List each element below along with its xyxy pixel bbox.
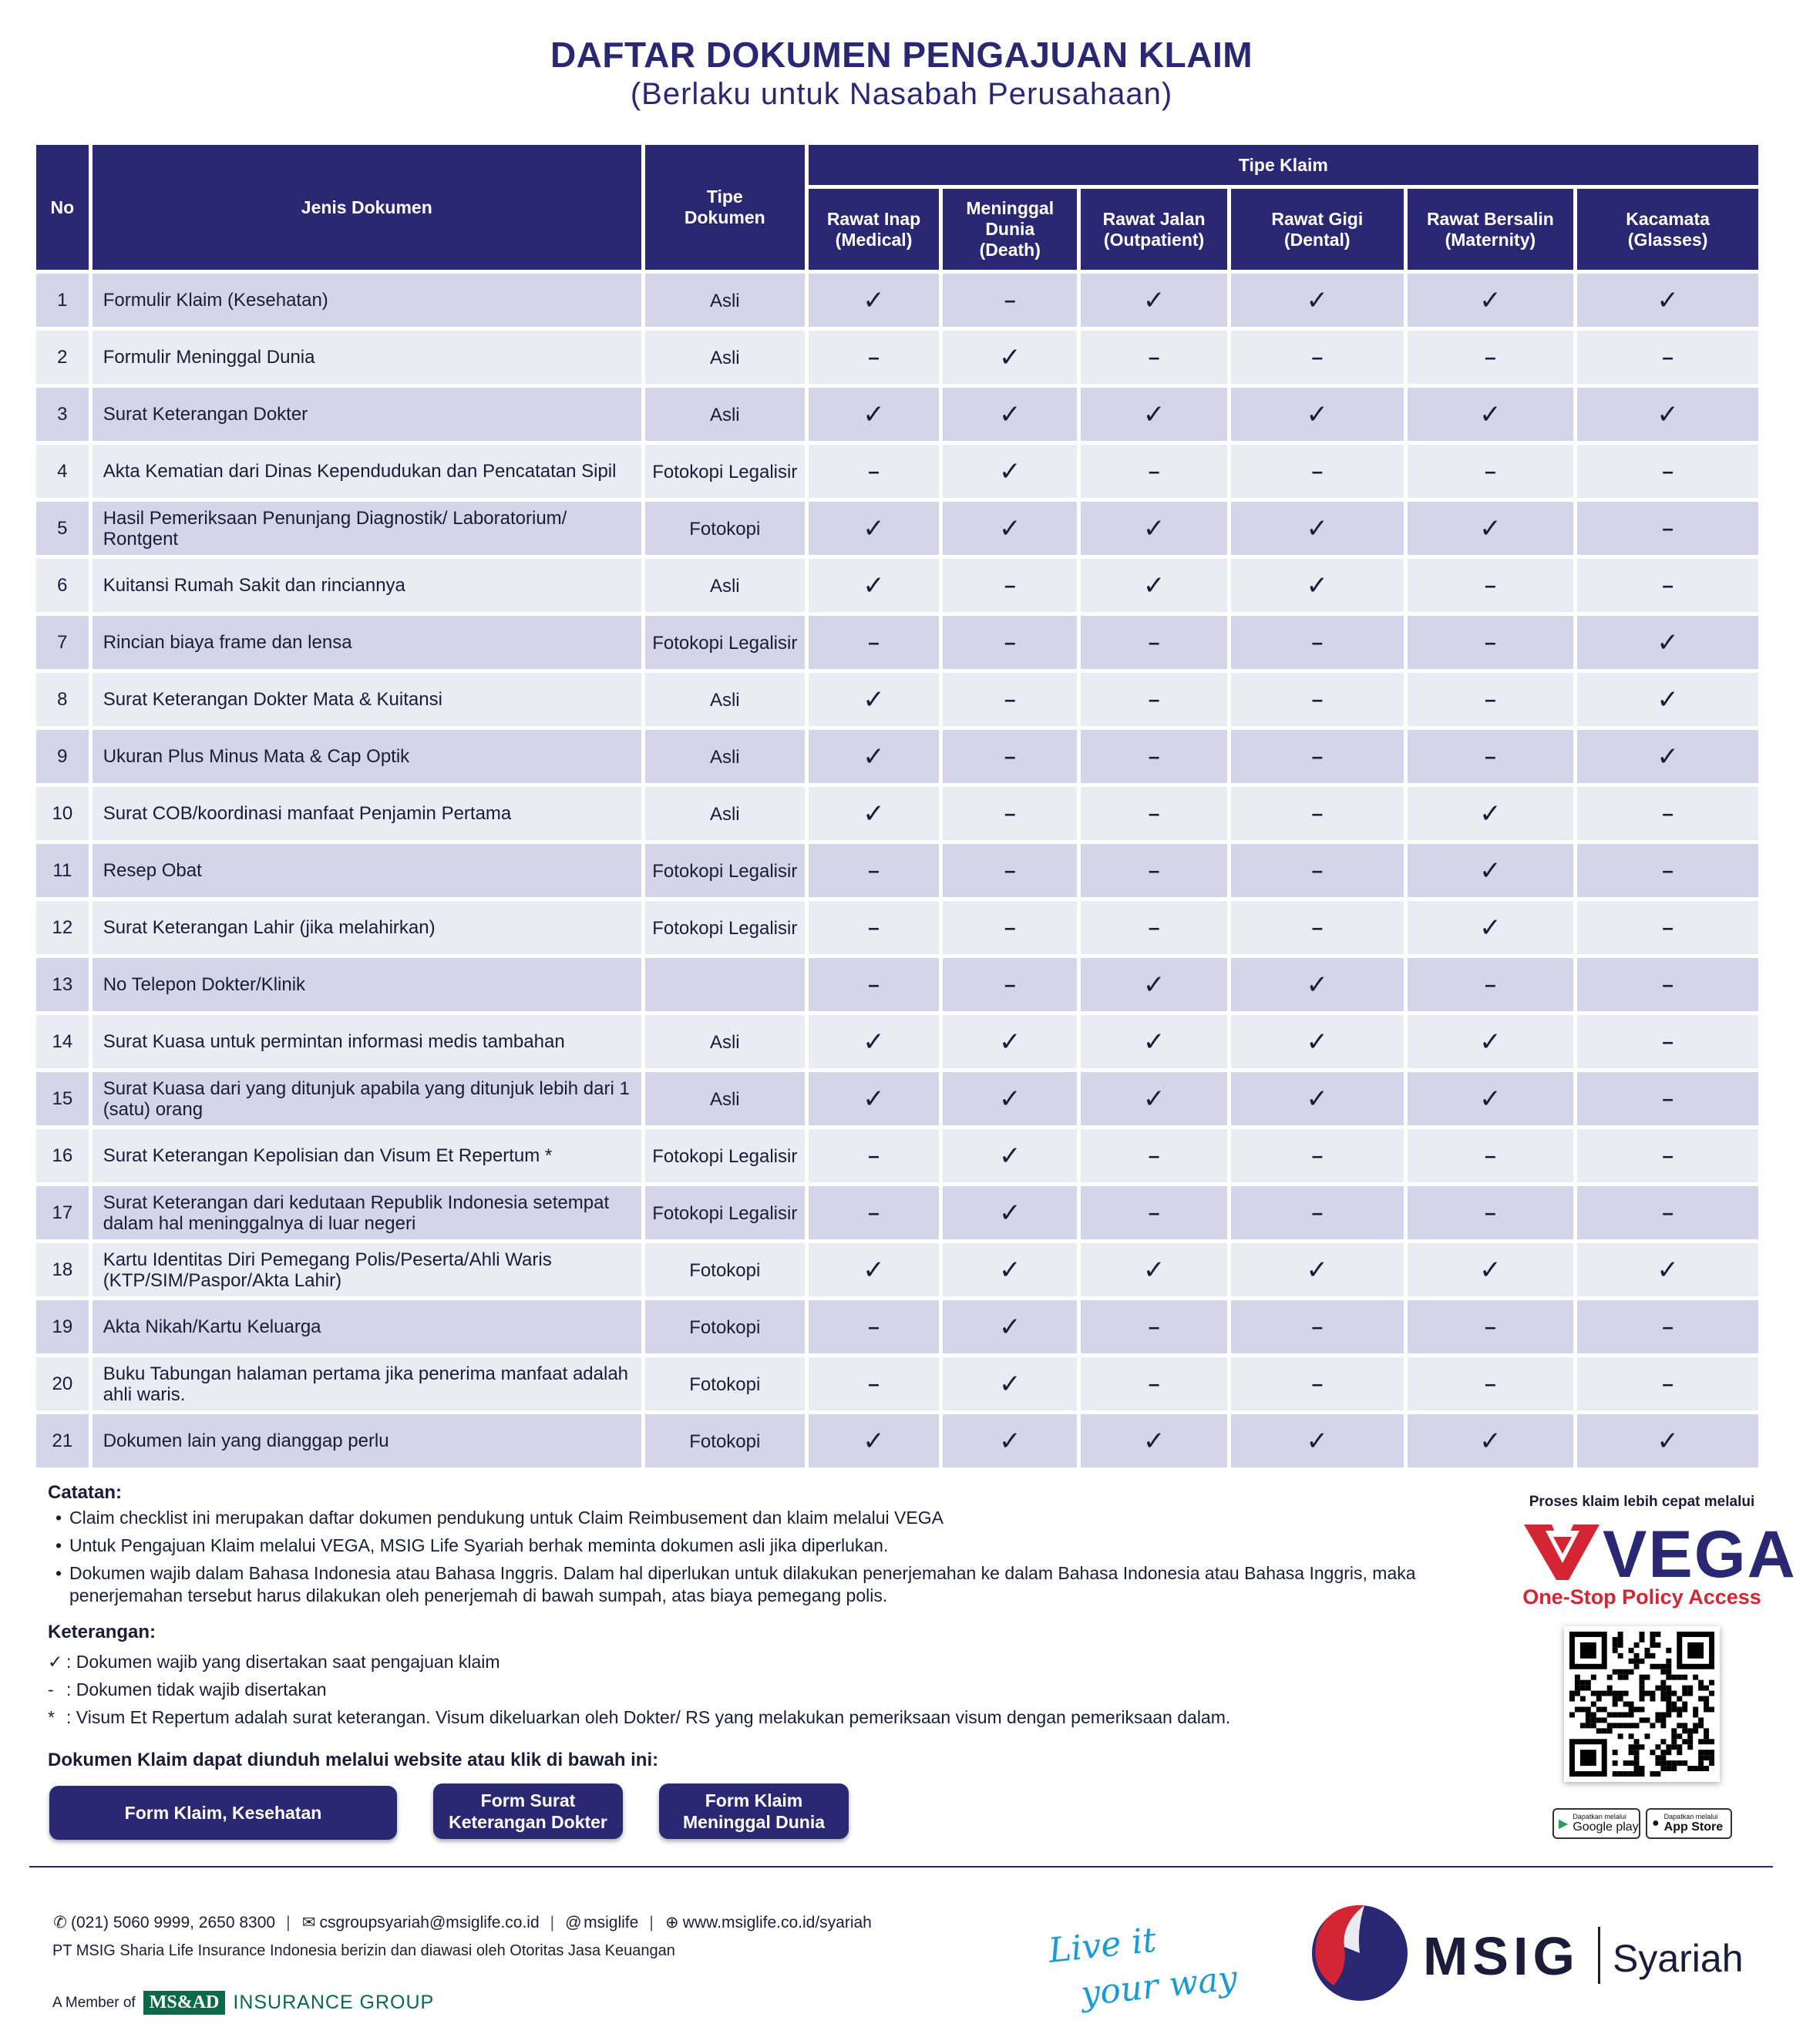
dash-icon: – (1577, 445, 1758, 498)
svg-text:Syariah: Syariah (1613, 1937, 1744, 1980)
header-rawat-gigi: Rawat Gigi (Dental) (1231, 189, 1404, 270)
document-type: Fotokopi (645, 1357, 805, 1410)
dash-icon: – (1577, 1186, 1758, 1239)
dash-icon: – (1231, 1300, 1404, 1353)
document-name: Surat Keterangan dari kedutaan Republik Indonesia setempat dalam hal meninggalnya di luar negeri (93, 1186, 641, 1239)
dash-icon: – (1081, 901, 1227, 954)
check-icon: ✓ (1081, 958, 1227, 1011)
dash-icon: – (943, 787, 1077, 840)
dash-icon: – (1408, 331, 1574, 384)
check-icon: ✓ (943, 1015, 1077, 1068)
dash-icon: – (1081, 445, 1227, 498)
vega-logo (1522, 1518, 1797, 1592)
dash-icon: – (1408, 1129, 1574, 1182)
dash-icon: – (1408, 673, 1574, 726)
check-icon: ✓ (1231, 1414, 1404, 1467)
dash-icon: – (1577, 1129, 1758, 1182)
note-item: • Untuk Pengajuan Klaim melalui VEGA, MSIG Life Syariah berhak meminta dokumen asli jika diperlukan. (48, 1535, 1497, 1557)
document-type: Fotokopi Legalisir (645, 1186, 805, 1239)
check-icon: ✓ (1231, 1015, 1404, 1068)
claims-table (32, 141, 1762, 1471)
dash-icon: – (1408, 445, 1574, 498)
header-rawat-inap: Rawat Inap (Medical) (809, 189, 940, 270)
separator: | (550, 1913, 555, 1931)
check-icon: ✓ (1231, 559, 1404, 612)
at-icon: @ (565, 1913, 582, 1931)
dash-icon: – (809, 1300, 940, 1353)
dash-icon: – (1408, 559, 1574, 612)
dash-icon: – (1408, 730, 1574, 783)
header-tipe-klaim: Tipe Klaim (809, 145, 1758, 185)
check-icon: ✓ (1408, 1414, 1574, 1467)
table-row (36, 1186, 1758, 1239)
check-icon: ✓ (1577, 730, 1758, 783)
check-icon: ✓ (943, 1357, 1077, 1410)
row-number: 11 (36, 844, 89, 897)
dash-icon: – (943, 673, 1077, 726)
document-type: Asli (645, 388, 805, 441)
header-tipe-dokumen: Tipe Dokumen (645, 145, 805, 270)
legend-section (48, 1619, 1230, 1731)
dash-icon: – (1408, 1300, 1574, 1353)
dash-icon: – (809, 1186, 940, 1239)
check-icon: ✓ (1081, 502, 1227, 555)
row-number: 9 (36, 730, 89, 783)
dash-icon: – (1231, 331, 1404, 384)
dash-icon: – (1231, 1129, 1404, 1182)
note-item: • Claim checklist ini merupakan daftar dokumen pendukung untuk Claim Reimbusement dan klaim melalui VEGA (48, 1507, 1497, 1529)
dash-icon: – (1577, 844, 1758, 897)
header-kacamata: Kacamata (Glasses) (1577, 189, 1758, 270)
qr-code[interactable] (1564, 1626, 1720, 1782)
dash-icon: – (1231, 673, 1404, 726)
asterisk-icon: * (48, 1707, 55, 1727)
check-icon: ✓ (1231, 388, 1404, 441)
dash-icon: – (1577, 331, 1758, 384)
msig-emblem-icon (1312, 1905, 1408, 2001)
row-number: 15 (36, 1072, 89, 1125)
document-type (645, 958, 805, 1011)
dash-icon: – (943, 616, 1077, 669)
dash-icon: – (1081, 1300, 1227, 1353)
dash-icon: – (1081, 1357, 1227, 1410)
separator: | (286, 1913, 291, 1931)
check-icon: ✓ (809, 673, 940, 726)
document-type: Fotokopi (645, 1300, 805, 1353)
check-icon: ✓ (1081, 1243, 1227, 1296)
email-link[interactable]: ✉ csgroupsyariah@msiglife.co.id (301, 1914, 540, 1931)
table-row (36, 1414, 1758, 1467)
table-row (36, 958, 1758, 1011)
document-type: Asli (645, 1015, 805, 1068)
legend-item: * : Visum Et Repertum adalah surat keterangan. Visum dikeluarkan oleh Dokter/ RS yang melakukan pemeriksaan visum dengan pemeriksaan dalam. (48, 1703, 1230, 1731)
table-row (36, 388, 1758, 441)
svg-text:MSIG: MSIG (1423, 1926, 1579, 1986)
document-type: Fotokopi (645, 1243, 805, 1296)
website-link[interactable]: ⊕ www.msiglife.co.id/syariah (664, 1914, 872, 1931)
table-row (36, 331, 1758, 384)
check-icon: ✓ (48, 1652, 63, 1672)
document-type: Fotokopi (645, 1414, 805, 1467)
msig-syariah-logo (1310, 1901, 1742, 2001)
legend-title: Keterangan: (48, 1622, 156, 1642)
dash-icon: – (1231, 616, 1404, 669)
dash-icon: – (943, 844, 1077, 897)
row-number: 2 (36, 331, 89, 384)
document-name: Dokumen lain yang dianggap perlu (93, 1414, 641, 1467)
dash-icon: – (809, 901, 940, 954)
app-store-badge[interactable]: ● Dapatkan melalui App Store (1646, 1808, 1732, 1839)
dash-icon: – (1081, 616, 1227, 669)
row-number: 13 (36, 958, 89, 1011)
table-row (36, 901, 1758, 954)
check-icon: ✓ (1408, 388, 1574, 441)
document-name: Surat COB/koordinasi manfaat Penjamin Pertama (93, 787, 641, 840)
check-icon: ✓ (809, 1072, 940, 1125)
check-icon: ✓ (1231, 502, 1404, 555)
row-number: 7 (36, 616, 89, 669)
table-row (36, 1129, 1758, 1182)
vega-logo-text: VEGA (1603, 1518, 1797, 1592)
notes-title: Catatan: (48, 1482, 123, 1503)
dash-icon: – (1577, 901, 1758, 954)
msad-group: INSURANCE GROUP (233, 1992, 435, 2013)
dash-icon: – (1577, 502, 1758, 555)
document-name: Formulir Klaim (Kesehatan) (93, 274, 641, 327)
table-row (36, 616, 1758, 669)
check-icon: ✓ (1408, 502, 1574, 555)
document-name: Surat Keterangan Dokter (93, 388, 641, 441)
row-number: 17 (36, 1186, 89, 1239)
note-item: • Dokumen wajib dalam Bahasa Indonesia atau Bahasa Inggris. Dalam hal diperlukan untuk dilakukan penerjemahan ke dalam Bahasa Indonesia atau Bahasa Inggris, maka penerjemahan tersebut harus dilakukan oleh penerjemah di bawah sumpah, atas biaya pemegang polis. (48, 1562, 1497, 1607)
check-icon: ✓ (809, 559, 940, 612)
document-name: Kuitansi Rumah Sakit dan rinciannya (93, 559, 641, 612)
document-name: No Telepon Dokter/Klinik (93, 958, 641, 1011)
check-icon: ✓ (943, 1414, 1077, 1467)
check-icon: ✓ (809, 1015, 940, 1068)
check-icon: ✓ (1408, 787, 1574, 840)
row-number: 1 (36, 274, 89, 327)
legend-item: - : Dokumen tidak wajib disertakan (48, 1676, 1230, 1703)
header-rawat-jalan: Rawat Jalan (Outpatient) (1081, 189, 1227, 270)
dash-icon: – (1577, 1300, 1758, 1353)
footer-divider (29, 1866, 1773, 1868)
document-type: Fotokopi Legalisir (645, 616, 805, 669)
row-number: 6 (36, 559, 89, 612)
document-type: Asli (645, 331, 805, 384)
check-icon: ✓ (943, 445, 1077, 498)
row-number: 20 (36, 1357, 89, 1410)
document-type: Fotokopi Legalisir (645, 1129, 805, 1182)
check-icon: ✓ (1081, 1072, 1227, 1125)
page-subtitle: (Berlaku untuk Nasabah Perusahaan) (630, 77, 1173, 111)
dash-icon: – (1081, 787, 1227, 840)
dash-icon: – (1081, 673, 1227, 726)
table-row (36, 559, 1758, 612)
dash-icon: – (1231, 445, 1404, 498)
dash-icon: – (1081, 1186, 1227, 1239)
dash-icon: – (809, 1129, 940, 1182)
dash-icon: – (809, 445, 940, 498)
vega-subtitle: Proses klaim lebih cepat melalui (1529, 1494, 1755, 1510)
document-type: Fotokopi (645, 502, 805, 555)
apple-icon: ● (1652, 1817, 1660, 1830)
dash-icon: – (1231, 1186, 1404, 1239)
header-no: No (36, 145, 89, 270)
row-number: 8 (36, 673, 89, 726)
dash-icon: – (943, 958, 1077, 1011)
table-row (36, 844, 1758, 897)
document-type: Asli (645, 1072, 805, 1125)
dash-icon: – (809, 331, 940, 384)
row-number: 16 (36, 1129, 89, 1182)
dash-icon: – (1577, 1015, 1758, 1068)
globe-icon: ⊕ (664, 1914, 679, 1931)
row-number: 14 (36, 1015, 89, 1068)
contact-bar (52, 1913, 872, 1932)
check-icon: ✓ (943, 1186, 1077, 1239)
dash-icon: – (1408, 616, 1574, 669)
header-rawat-bersalin: Rawat Bersalin (Maternity) (1408, 189, 1574, 270)
check-icon: ✓ (1408, 274, 1574, 327)
document-name: Surat Keterangan Dokter Mata & Kuitansi (93, 673, 641, 726)
table-row (36, 673, 1758, 726)
document-name: Akta Nikah/Kartu Keluarga (93, 1300, 641, 1353)
row-number: 18 (36, 1243, 89, 1296)
play-icon: ▶ (1559, 1817, 1569, 1831)
dash-icon: – (1577, 559, 1758, 612)
table-row (36, 1243, 1758, 1296)
check-icon: ✓ (1577, 616, 1758, 669)
check-icon: ✓ (809, 274, 940, 327)
check-icon: ✓ (1231, 274, 1404, 327)
row-number: 21 (36, 1414, 89, 1467)
document-type: Fotokopi Legalisir (645, 844, 805, 897)
check-icon: ✓ (809, 388, 940, 441)
google-play-badge[interactable]: ▶ Dapatkan melalui Google play (1552, 1808, 1640, 1839)
dash-icon: – (1231, 844, 1404, 897)
table-row (36, 1357, 1758, 1410)
separator: | (649, 1913, 654, 1931)
table-row (36, 274, 1758, 327)
table-row (36, 445, 1758, 498)
document-name: Surat Keterangan Lahir (jika melahirkan) (93, 901, 641, 954)
member-of: A Member of MS&AD INSURANCE GROUP (52, 1992, 435, 2013)
mail-icon: ✉ (301, 1914, 316, 1931)
document-name: Resep Obat (93, 844, 641, 897)
dash-icon: – (1081, 331, 1227, 384)
check-icon: ✓ (943, 1300, 1077, 1353)
check-icon: ✓ (1408, 844, 1574, 897)
svg-text:Live it: Live it (1046, 1920, 1159, 1971)
check-icon: ✓ (943, 502, 1077, 555)
row-number: 10 (36, 787, 89, 840)
document-type: Fotokopi Legalisir (645, 901, 805, 954)
phone-link[interactable]: ✆ (021) 5060 9999, 2650 8300 (53, 1914, 276, 1931)
check-icon: ✓ (1577, 388, 1758, 441)
row-number: 3 (36, 388, 89, 441)
check-icon: ✓ (1577, 1414, 1758, 1467)
check-icon: ✓ (1081, 1414, 1227, 1467)
download-title: Dokumen Klaim dapat diunduh melalui website atau klik di bawah ini: (48, 1750, 659, 1770)
row-number: 12 (36, 901, 89, 954)
document-name: Rincian biaya frame dan lensa (93, 616, 641, 669)
check-icon: ✓ (1408, 1243, 1574, 1296)
table-row (36, 787, 1758, 840)
table-row (36, 730, 1758, 783)
social-link[interactable]: @ msiglife (565, 1913, 639, 1931)
dash-icon: – (1231, 787, 1404, 840)
check-icon: ✓ (943, 1243, 1077, 1296)
check-icon: ✓ (943, 1072, 1077, 1125)
check-icon: ✓ (943, 388, 1077, 441)
check-icon: ✓ (809, 1243, 940, 1296)
dash-icon: – (1408, 1186, 1574, 1239)
dash-icon: – (809, 616, 940, 669)
dash-icon: – (1081, 730, 1227, 783)
table-row (36, 1300, 1758, 1353)
svg-text:your way: your way (1078, 1958, 1240, 2014)
table-row (36, 502, 1758, 555)
document-type: Asli (645, 274, 805, 327)
document-type: Fotokopi Legalisir (645, 445, 805, 498)
document-type: Asli (645, 559, 805, 612)
dash-icon: – (809, 1357, 940, 1410)
dash-icon: – (1231, 730, 1404, 783)
dash-icon: – (1577, 958, 1758, 1011)
check-icon: ✓ (809, 787, 940, 840)
document-name: Buku Tabungan halaman pertama jika penerima manfaat adalah ahli waris. (93, 1357, 641, 1410)
dash-icon: – (1408, 958, 1574, 1011)
check-icon: ✓ (1231, 1243, 1404, 1296)
check-icon: ✓ (1231, 958, 1404, 1011)
check-icon: ✓ (809, 1414, 940, 1467)
document-type: Asli (645, 787, 805, 840)
table-body (36, 274, 1758, 1467)
dash-icon: – (1577, 1072, 1758, 1125)
dash-icon: – (1231, 1357, 1404, 1410)
row-number: 19 (36, 1300, 89, 1353)
check-icon: ✓ (1231, 1072, 1404, 1125)
document-name: Surat Kuasa untuk permintan informasi medis tambahan (93, 1015, 641, 1068)
check-icon: ✓ (1408, 1072, 1574, 1125)
check-icon: ✓ (1577, 1243, 1758, 1296)
form-klaim-kesehatan-button[interactable]: Form Klaim, Kesehatan (49, 1786, 397, 1840)
document-name: Hasil Pemeriksaan Penunjang Diagnostik/ Laboratorium/ Rontgent (93, 502, 641, 555)
form-klaim-meninggal-dunia-button[interactable]: Form Klaim Meninggal Dunia (659, 1783, 849, 1839)
vega-tagline: One-Stop Policy Access (1522, 1585, 1761, 1609)
dash-icon: – (1408, 1357, 1574, 1410)
header-meninggal-dunia: Meninggal Dunia (Death) (943, 189, 1077, 270)
slogan-live-it-your-way (1048, 1919, 1241, 2019)
dash-icon: – (1577, 787, 1758, 840)
document-name: Surat Keterangan Kepolisian dan Visum Et Repertum * (93, 1129, 641, 1182)
check-icon: ✓ (1577, 673, 1758, 726)
dash-icon: – (1231, 901, 1404, 954)
dash-icon: – (943, 274, 1077, 327)
legend-item: ✓ : Dokumen wajib yang disertakan saat pengajuan klaim (48, 1648, 1230, 1676)
ojk-statement: PT MSIG Sharia Life Insurance Indonesia berizin dan diawasi oleh Otoritas Jasa Keuangan (52, 1942, 675, 1959)
check-icon: ✓ (1081, 1015, 1227, 1068)
document-name: Surat Kuasa dari yang ditunjuk apabila yang ditunjuk lebih dari 1 (satu) orang (93, 1072, 641, 1125)
row-number: 5 (36, 502, 89, 555)
page-title: DAFTAR DOKUMEN PENGAJUAN KLAIM (550, 35, 1253, 75)
check-icon: ✓ (943, 1129, 1077, 1182)
check-icon: ✓ (809, 730, 940, 783)
check-icon: ✓ (1081, 559, 1227, 612)
notes-section (48, 1481, 1497, 1612)
check-icon: ✓ (943, 331, 1077, 384)
document-name: Kartu Identitas Diri Pemegang Polis/Peserta/Ahli Waris (KTP/SIM/Paspor/Akta Lahir) (93, 1243, 641, 1296)
dash-icon: – (809, 958, 940, 1011)
form-surat-keterangan-dokter-button[interactable]: Form Surat Keterangan Dokter (433, 1783, 623, 1839)
check-icon: ✓ (1081, 388, 1227, 441)
dash-icon: - (48, 1679, 54, 1699)
dash-icon: – (1577, 1357, 1758, 1410)
table-row (36, 1072, 1758, 1125)
check-icon: ✓ (1577, 274, 1758, 327)
dash-icon: – (943, 901, 1077, 954)
document-name: Formulir Meninggal Dunia (93, 331, 641, 384)
document-name: Akta Kematian dari Dinas Kependudukan dan Pencatatan Sipil (93, 445, 641, 498)
table-row (36, 1015, 1758, 1068)
check-icon: ✓ (1081, 274, 1227, 327)
dash-icon: – (943, 559, 1077, 612)
document-type: Asli (645, 730, 805, 783)
phone-icon: ✆ (53, 1914, 67, 1931)
msad-logo: MS&AD (143, 1991, 226, 2015)
dash-icon: – (809, 844, 940, 897)
check-icon: ✓ (809, 502, 940, 555)
document-type: Asli (645, 673, 805, 726)
row-number: 4 (36, 445, 89, 498)
document-name: Ukuran Plus Minus Mata & Cap Optik (93, 730, 641, 783)
check-icon: ✓ (1408, 1015, 1574, 1068)
dash-icon: – (1081, 844, 1227, 897)
check-icon: ✓ (1408, 901, 1574, 954)
dash-icon: – (1081, 1129, 1227, 1182)
dash-icon: – (943, 730, 1077, 783)
header-jenis-dokumen: Jenis Dokumen (93, 145, 641, 270)
